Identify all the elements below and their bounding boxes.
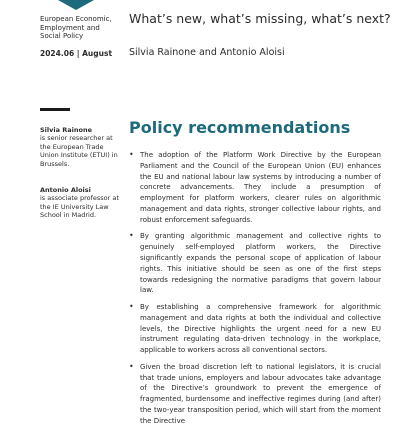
- recommendations-list: [129, 150, 381, 432]
- recommendation-text: Given the broad discretion left to national legislators, it is crucial that trade unions, employers and labour advocates take advantage of the Directive’s groundwork to prevent the emergence of fragmented, burdensome and ineffective regimes during (and after) the two-year transposition period, which will start from the moment the Directive: [140, 362, 381, 425]
- bullet-icon: •: [129, 301, 134, 311]
- recommendation-text: By granting algorithmic management and collective rights to genuinely self-employed platform workers, the Directive significantly expands the personal scope of application of labour rights. This initiative should be seen as one of the first steps towards redesigning the normative paradigms that govern labour law.: [140, 232, 381, 295]
- policy-area-label: European Economic, Employment and Social Policy: [40, 15, 112, 41]
- brief-subtitle: What’s new, what’s missing, what’s next?: [129, 11, 391, 26]
- author-bio-2: [40, 186, 120, 220]
- sidebar-divider: [40, 108, 70, 111]
- recommendation-text: The adoption of the Platform Work Directive by the European Parliament and the Council of the European Union (EU) enhances the EU and national labour law systems by introducing a number of concrete advancements. They include a presumption of employment for platform workers, clearer rules on algorithmic management and data rights, stronger collective labour rights, and robust enforcement safeguards.: [140, 151, 381, 224]
- author-name: Silvia Rainone: [40, 126, 92, 134]
- bullet-icon: •: [129, 361, 134, 371]
- author-bio-text: is associate professor at the IE University Law School in Madrid.: [40, 194, 119, 220]
- header-ribbon-shape: [58, 0, 94, 10]
- section-heading: Policy recommendations: [129, 118, 351, 137]
- sidebar-meta: [40, 15, 120, 58]
- author-bio-1: [40, 126, 120, 168]
- authors-line: Silvia Rainone and Antonio Aloisi: [129, 47, 285, 58]
- list-item: [129, 362, 381, 427]
- author-name: Antonio Aloisi: [40, 186, 91, 194]
- list-item: [129, 231, 381, 296]
- issue-number: 2024.06 | August: [40, 48, 113, 58]
- recommendation-text: By establishing a comprehensive framework for algorithmic management and data rights at both the individual and collective levels, the Directive highlights the urgent need for a new EU instrument regulating data-driven technology in the workplace, applicable to workers across all conventional sectors.: [140, 302, 381, 355]
- list-item: [129, 302, 381, 356]
- bullet-icon: •: [129, 150, 134, 159]
- list-item: [129, 150, 381, 226]
- author-bio-text: is senior researcher at the European Trade Union Institute (ETUI) in Brussels.: [40, 134, 118, 168]
- bullet-icon: •: [129, 231, 134, 241]
